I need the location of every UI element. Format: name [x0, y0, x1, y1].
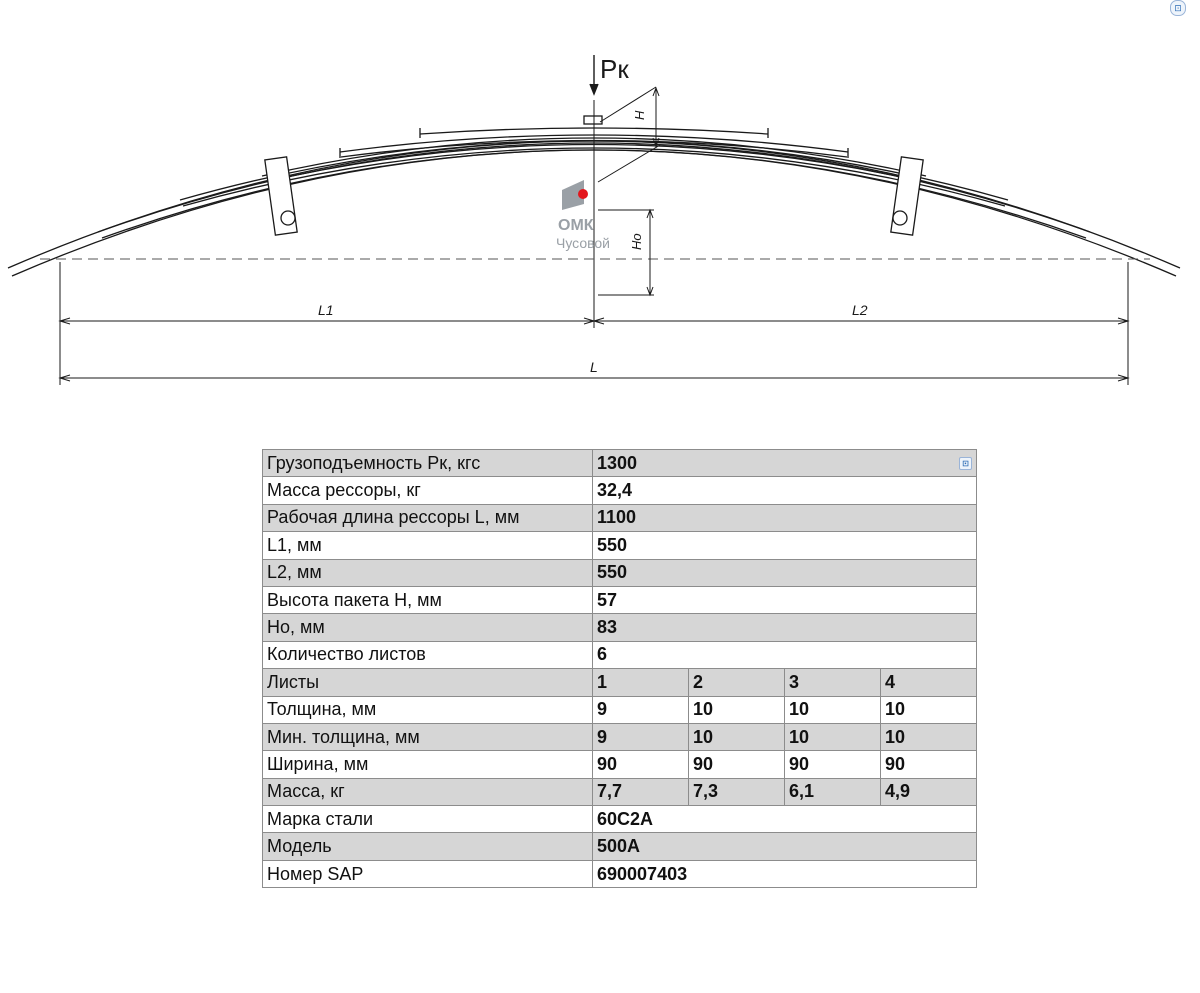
ho-label: Ho	[629, 233, 644, 250]
spec-row	[263, 614, 977, 641]
spec-row	[263, 860, 977, 887]
left-clamp-bolt	[281, 211, 295, 225]
spec-label: Номер SAP	[263, 860, 593, 887]
leaves-cell: 6,1	[785, 778, 881, 805]
spec-value: 1300 ⊡	[593, 450, 977, 477]
spec-row	[263, 532, 977, 559]
spec-row	[263, 641, 977, 668]
spec-label: Грузоподъемность Pк, кгс	[263, 450, 593, 477]
leaves-cell: 9	[593, 696, 689, 723]
leaves-cell: 10	[785, 696, 881, 723]
spec-row	[263, 833, 977, 860]
spec-label: L1, мм	[263, 532, 593, 559]
center-bolt	[584, 116, 602, 124]
leaves-cell: 7,7	[593, 778, 689, 805]
leaf-number: 2	[689, 669, 785, 696]
leaf-number: 1	[593, 669, 689, 696]
load-arrow	[590, 55, 598, 94]
spec-row	[263, 806, 977, 833]
spec-row	[263, 504, 977, 531]
leaves-row	[263, 723, 977, 750]
leaves-cell: 90	[689, 751, 785, 778]
leaves-cell: 4,9	[881, 778, 977, 805]
watermark-brand: ОМК	[558, 217, 594, 234]
spec-value: 32,4	[593, 477, 977, 504]
leaf-number: 4	[881, 669, 977, 696]
spec-value: 690007403	[593, 860, 977, 887]
spec-label: Масса рессоры, кг	[263, 477, 593, 504]
leaves-row	[263, 778, 977, 805]
spec-value: 57	[593, 586, 977, 613]
leaves-cell: 10	[881, 723, 977, 750]
spec-label: Количество листов	[263, 641, 593, 668]
spec-value: 550	[593, 559, 977, 586]
leaves-row-label: Масса, кг	[263, 778, 593, 805]
leaves-cell: 7,3	[689, 778, 785, 805]
leaf-spring-drawing	[0, 0, 1200, 420]
screenshot-icon[interactable]: ⊡	[1170, 0, 1186, 16]
spec-row	[263, 559, 977, 586]
spec-label: Рабочая длина рессоры L, мм	[263, 504, 593, 531]
leaves-cell: 10	[689, 696, 785, 723]
l-label: L	[590, 359, 598, 375]
logo-dot	[578, 189, 588, 199]
spec-label: Высота пакета H, мм	[263, 586, 593, 613]
l1-label: L1	[318, 302, 334, 318]
spec-value: 550	[593, 532, 977, 559]
spec-row	[263, 477, 977, 504]
h-label: H	[632, 110, 647, 120]
leaves-cell: 10	[689, 723, 785, 750]
leaves-cell: 10	[785, 723, 881, 750]
spec-value: 60С2А	[593, 806, 977, 833]
leaves-row	[263, 751, 977, 778]
spec-label: Марка стали	[263, 806, 593, 833]
spec-table	[262, 449, 977, 888]
spec-value: 83	[593, 614, 977, 641]
leaves-row-label: Толщина, мм	[263, 696, 593, 723]
expand-icon[interactable]: ⊡	[959, 457, 972, 470]
leaves-row	[263, 696, 977, 723]
leaves-cell: 90	[785, 751, 881, 778]
right-clamp-bolt	[893, 211, 907, 225]
leaves-row-label: Мин. толщина, мм	[263, 723, 593, 750]
spec-label: L2, мм	[263, 559, 593, 586]
spec-value: 500А	[593, 833, 977, 860]
leaves-cell: 10	[881, 696, 977, 723]
load-label: Pк	[600, 54, 629, 84]
leaves-header-row	[263, 669, 977, 696]
spec-row	[263, 450, 977, 477]
spec-label: Модель	[263, 833, 593, 860]
watermark-city: Чусовой	[556, 235, 611, 251]
leaves-cell: 90	[881, 751, 977, 778]
leaves-cell: 90	[593, 751, 689, 778]
spec-row	[263, 586, 977, 613]
spec-value: 1100	[593, 504, 977, 531]
spec-label: Hо, мм	[263, 614, 593, 641]
l2-label: L2	[852, 302, 868, 318]
leaves-cell: 9	[593, 723, 689, 750]
leaves-header-label: Листы	[263, 669, 593, 696]
omk-logo	[556, 180, 610, 251]
leaves-row-label: Ширина, мм	[263, 751, 593, 778]
leaf-number: 3	[785, 669, 881, 696]
spec-value: 6	[593, 641, 977, 668]
